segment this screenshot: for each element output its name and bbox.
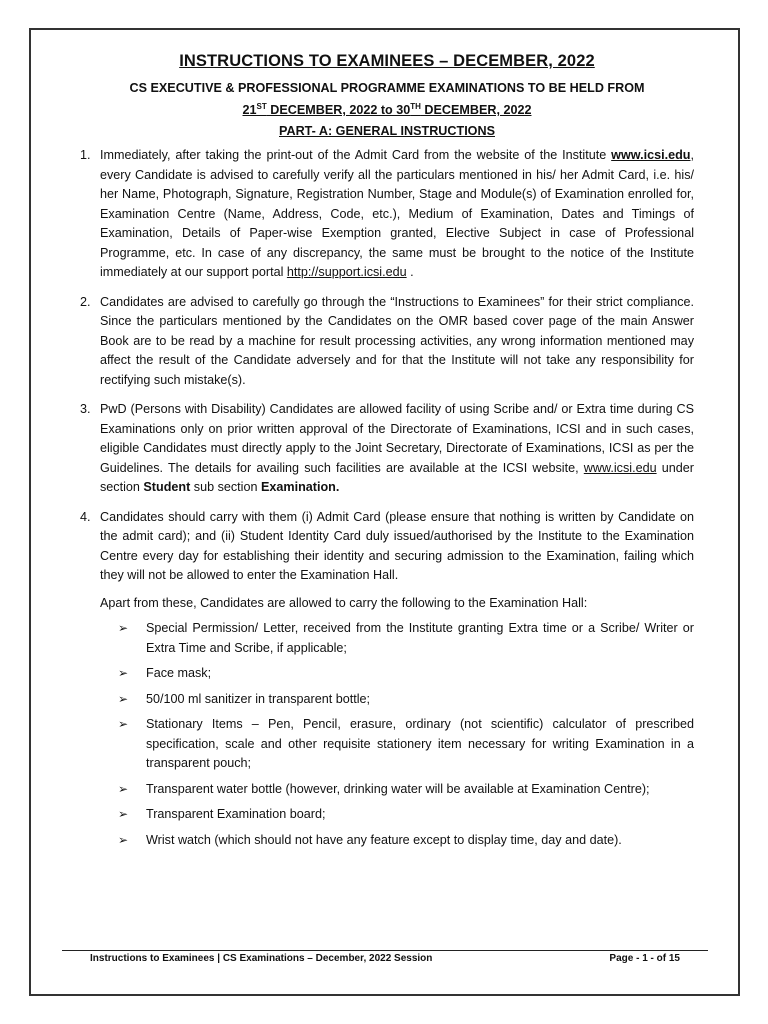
instruction-2: 2. Candidates are advised to carefully go through the “Instructions to Examinees” for their strict compliance. Since the particulars mentioned by the Candidates on the OMR based cover page of the main Answer Book are to be read by a machine for result processing activities, any wrong information mentioned may affect the result of the Candidate adversely and for that the Institute will not take any responsibility for rectifying such mistake(s). (80, 294, 694, 387)
arrow-bullet-icon: ➢ (118, 807, 129, 822)
allowed-items-intro: Apart from these, Candidates are allowed to carry the following to the Examination Hall: (100, 595, 588, 610)
document-body (80, 52, 694, 856)
item-number: 1. (80, 148, 91, 163)
arrow-bullet-icon: ➢ (118, 781, 129, 796)
item-number: 3. (80, 402, 91, 417)
arrow-bullet-icon: ➢ (118, 691, 129, 706)
page-footer (90, 953, 690, 964)
list-item: ➢ Transparent water bottle (however, drinking water will be available at Examination Centre); (118, 780, 694, 800)
support-portal-link[interactable]: http://support.icsi.edu (286, 265, 407, 280)
item-number: 2. (80, 294, 91, 309)
item-number: 4. (80, 509, 91, 524)
list-item: ➢ Face mask; (118, 664, 694, 684)
instruction-1: 1. Immediately, after taking the print-out of the Admit Card from the website of the Institute www.icsi.edu, every Candidate is advised to carefully verify all the particulars mentioned in his/ her Admit Card, i.e. his/ her Name, Photograph, Signature, Registration Number, Stage and Module(s) of Examination enrolled for, Examination Centre (Name, Address, Code, etc.), Medium of Examination, Dates and Timings of Examination, Details of Paper-wise Exemption granted, Elective Subject in case of Professional Programme, etc. In case of any discrepancy, the same must be brought to the notice of the Institute immediately at our support portal http://support.icsi.edu . (80, 148, 694, 280)
list-item: ➢ Wrist watch (which should not have any feature except to display time, day and date). (118, 831, 694, 851)
footer-divider (62, 950, 708, 951)
page-number: Page - 1 - of 15 (609, 953, 680, 964)
arrow-bullet-icon: ➢ (118, 621, 129, 636)
exam-dates: 21ST DECEMBER, 2022 to 30TH DECEMBER, 2022 (242, 102, 532, 118)
exam-subtitle: CS EXECUTIVE & PROFESSIONAL PROGRAMME EXAMINATIONS TO BE HELD FROM (129, 81, 645, 95)
instruction-3: 3. PwD (Persons with Disability) Candidates are allowed facility of using Scribe and/ or Extra time during CS Examinations only on prior written approval of the Directorate of Examinations, ICSI and in such cases, eligible Candidates must directly apply to the Joint Secretary, Directorate of Examinations, ICSI as per the Guidelines. The details for availing such facilities are available at the ICSI website, www.icsi.edu under section Student sub section Examination. (80, 402, 694, 495)
icsi-website-link[interactable]: www.icsi.edu (583, 460, 657, 475)
allowed-items-list (80, 619, 694, 850)
part-heading: PART- A: GENERAL INSTRUCTIONS (279, 124, 495, 139)
list-item: ➢ Stationary Items – Pen, Pencil, erasure, ordinary (not scientific) calculator of prescribed specification, scale and other requisite stationery item necessary for writing Examination in a transparent pouch; (118, 717, 694, 771)
footer-title: Instructions to Examinees | CS Examinations – December, 2022 Session (90, 953, 433, 964)
arrow-bullet-icon: ➢ (118, 832, 129, 847)
icsi-website-link[interactable]: www.icsi.edu (611, 148, 691, 163)
instruction-4: 4. Candidates should carry with them (i) Admit Card (please ensure that nothing is written by Candidate on the admit card); and (ii) Student Identity Card duly issued/authorised by the Institute to the Examination Centre every day for establishing their identity and securing admission to the Examination, failing which they will not be allowed to enter the Examination Hall. (80, 509, 694, 583)
page-title: INSTRUCTIONS TO EXAMINEES – DECEMBER, 2022 (179, 52, 595, 70)
list-item: ➢ Transparent Examination board; (118, 805, 694, 825)
arrow-bullet-icon: ➢ (118, 666, 129, 681)
list-item: ➢ 50/100 ml sanitizer in transparent bottle; (118, 690, 694, 710)
arrow-bullet-icon: ➢ (118, 717, 129, 732)
list-item: ➢ Special Permission/ Letter, received from the Institute granting Extra time or a Scribe/ Writer or Extra Time and Scribe, if applicable; (118, 621, 694, 655)
